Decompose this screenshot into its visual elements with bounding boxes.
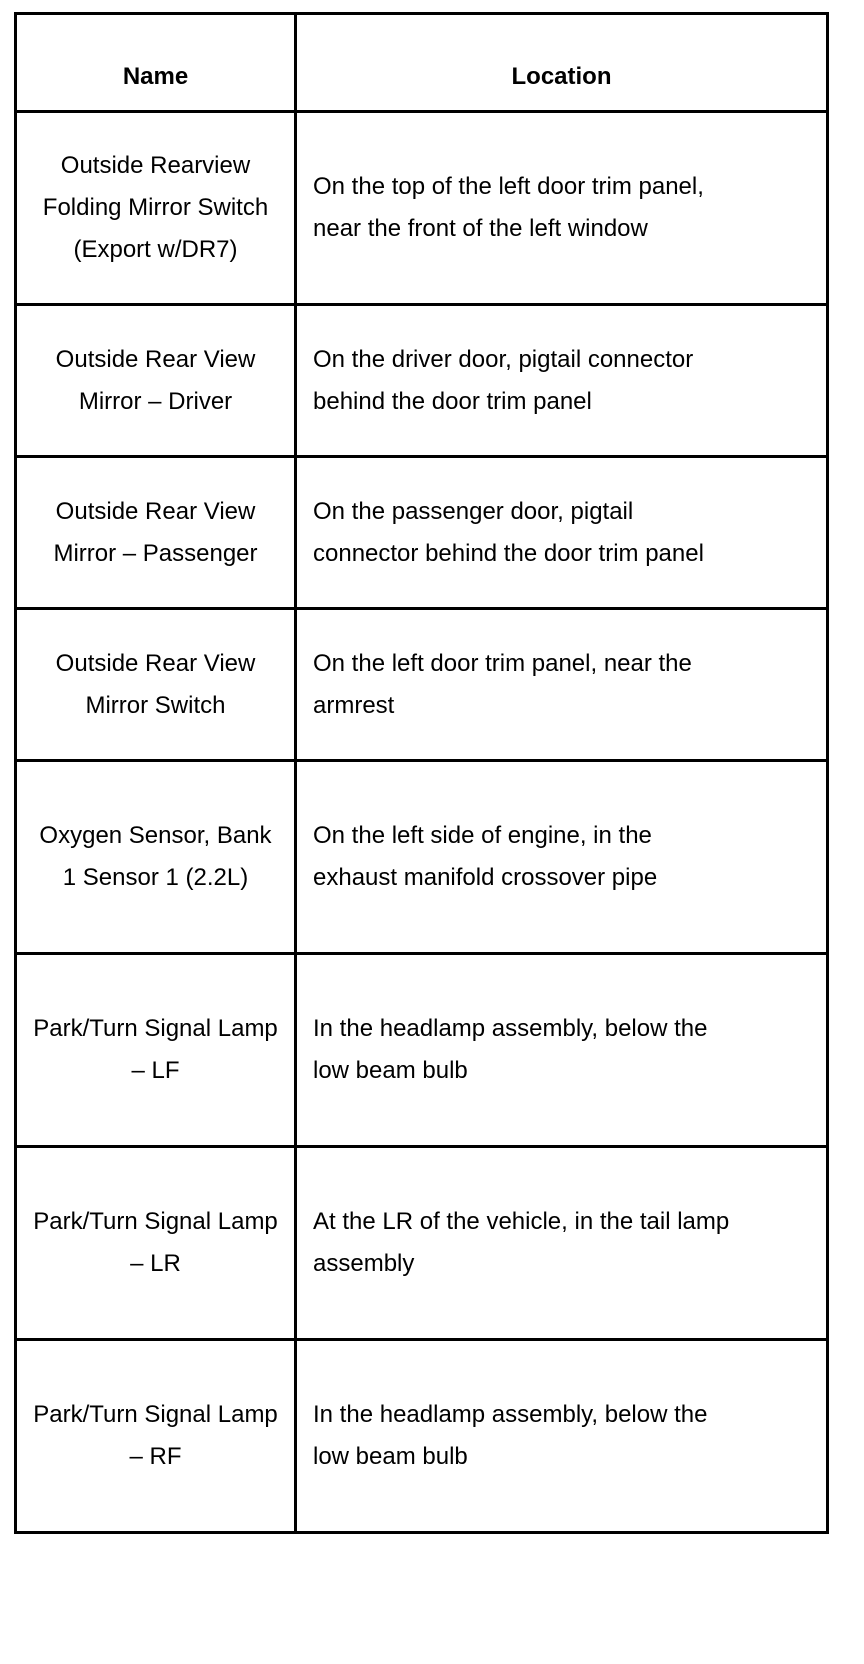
name-cell: Outside Rear View Mirror – Driver xyxy=(16,305,296,457)
location-cell: On the passenger door, pigtail connector behind the door trim panel xyxy=(296,457,828,609)
header-row xyxy=(16,14,828,112)
header-name: Name xyxy=(16,14,296,112)
location-cell: On the driver door, pigtail connector behind the door trim panel xyxy=(296,305,828,457)
table-row xyxy=(16,112,828,305)
location-cell: In the headlamp assembly, below the low beam bulb xyxy=(296,954,828,1147)
name-cell: Park/Turn Signal Lamp – RF xyxy=(16,1340,296,1533)
location-cell: On the left side of engine, in the exhaust manifold crossover pipe xyxy=(296,761,828,954)
table-row xyxy=(16,457,828,609)
table-row xyxy=(16,609,828,761)
location-cell: On the left door trim panel, near the armrest xyxy=(296,609,828,761)
table-row xyxy=(16,1340,828,1533)
name-cell: Outside Rear View Mirror – Passenger xyxy=(16,457,296,609)
location-cell: In the headlamp assembly, below the low beam bulb xyxy=(296,1340,828,1533)
header-location: Location xyxy=(296,14,828,112)
location-cell: At the LR of the vehicle, in the tail lamp assembly xyxy=(296,1147,828,1340)
name-cell: Outside Rearview Folding Mirror Switch (Export w/DR7) xyxy=(16,112,296,305)
table-row xyxy=(16,954,828,1147)
name-cell: Park/Turn Signal Lamp – LF xyxy=(16,954,296,1147)
table-row xyxy=(16,1147,828,1340)
name-cell: Oxygen Sensor, Bank 1 Sensor 1 (2.2L) xyxy=(16,761,296,954)
table-row xyxy=(16,305,828,457)
name-cell: Park/Turn Signal Lamp – LR xyxy=(16,1147,296,1340)
table-row xyxy=(16,761,828,954)
location-cell: On the top of the left door trim panel, near the front of the left window xyxy=(296,112,828,305)
component-location-table xyxy=(14,12,829,1534)
name-cell: Outside Rear View Mirror Switch xyxy=(16,609,296,761)
